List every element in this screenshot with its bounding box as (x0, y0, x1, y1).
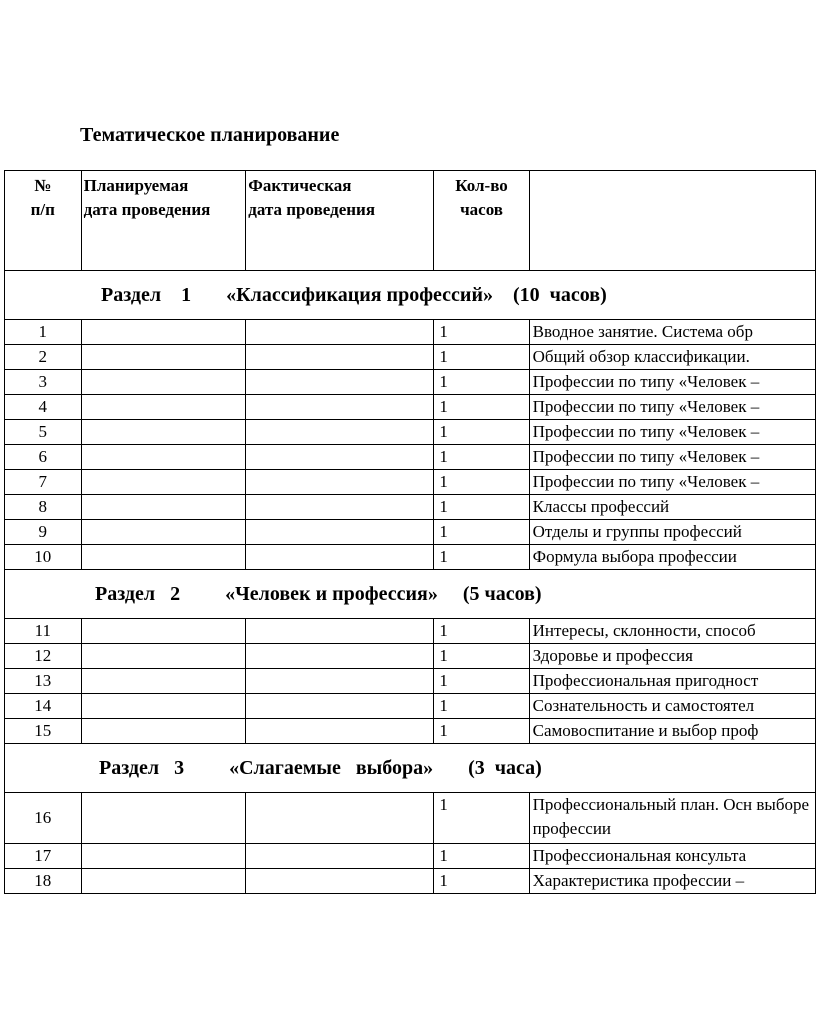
row-number: 17 (5, 844, 82, 869)
section-row (5, 744, 816, 793)
row-planned-date (81, 793, 246, 844)
row-actual-date (246, 545, 434, 570)
row-hours: 1 (434, 869, 529, 894)
row-actual-date (246, 793, 434, 844)
table-row (5, 619, 816, 644)
row-number: 9 (5, 520, 82, 545)
row-planned-date (81, 495, 246, 520)
row-topic: Общий обзор классификации. (529, 345, 815, 370)
row-topic: Профессии по типу «Человек – (529, 470, 815, 495)
row-number: 16 (5, 793, 82, 844)
row-number: 2 (5, 345, 82, 370)
table-header-row (5, 171, 816, 271)
row-number: 6 (5, 445, 82, 470)
row-actual-date (246, 370, 434, 395)
row-planned-date (81, 669, 246, 694)
row-hours: 1 (434, 520, 529, 545)
row-hours: 1 (434, 719, 529, 744)
row-hours: 1 (434, 445, 529, 470)
row-actual-date (246, 644, 434, 669)
row-actual-date (246, 470, 434, 495)
section-cell (5, 744, 816, 793)
row-topic: Формула выбора профессии (529, 545, 815, 570)
table-row (5, 669, 816, 694)
table-row (5, 869, 816, 894)
row-hours: 1 (434, 844, 529, 869)
row-number: 8 (5, 495, 82, 520)
row-hours: 1 (434, 370, 529, 395)
row-actual-date (246, 719, 434, 744)
row-number: 5 (5, 420, 82, 445)
row-number: 12 (5, 644, 82, 669)
row-hours: 1 (434, 619, 529, 644)
row-topic: Сознательность и самостоятел (529, 694, 815, 719)
planning-table (4, 170, 816, 894)
row-hours: 1 (434, 694, 529, 719)
row-actual-date (246, 694, 434, 719)
row-topic: Профессии по типу «Человек – (529, 395, 815, 420)
row-hours: 1 (434, 345, 529, 370)
row-planned-date (81, 395, 246, 420)
row-number: 11 (5, 619, 82, 644)
row-number: 1 (5, 320, 82, 345)
row-planned-date (81, 844, 246, 869)
row-actual-date (246, 395, 434, 420)
row-hours: 1 (434, 470, 529, 495)
row-topic: Интересы, склонности, способ (529, 619, 815, 644)
row-topic: Классы профессий (529, 495, 815, 520)
row-topic: Профессии по типу «Человек – (529, 420, 815, 445)
row-actual-date (246, 420, 434, 445)
section-title: Раздел 2 «Человек и профессия» (5 часов) (95, 582, 542, 605)
row-actual-date (246, 844, 434, 869)
row-topic: Характеристика профессии – (529, 869, 815, 894)
row-planned-date (81, 470, 246, 495)
table-row (5, 395, 816, 420)
row-planned-date (81, 445, 246, 470)
row-actual-date (246, 495, 434, 520)
row-planned-date (81, 370, 246, 395)
row-planned-date (81, 869, 246, 894)
table-row (5, 370, 816, 395)
row-hours: 1 (434, 420, 529, 445)
table-row (5, 445, 816, 470)
row-topic: Здоровье и профессия (529, 644, 815, 669)
row-topic: Отделы и группы профессий (529, 520, 815, 545)
section-title: Раздел 3 «Слагаемые выбора» (3 часа) (99, 756, 542, 779)
row-planned-date (81, 320, 246, 345)
table-row (5, 520, 816, 545)
section-cell (5, 570, 816, 619)
table-row (5, 793, 816, 844)
table-row (5, 694, 816, 719)
row-planned-date (81, 644, 246, 669)
row-actual-date (246, 619, 434, 644)
table-row (5, 719, 816, 744)
section-cell (5, 271, 816, 320)
row-actual-date (246, 520, 434, 545)
row-number: 4 (5, 395, 82, 420)
header-planned-date: Планируемая дата проведения (81, 171, 246, 271)
row-actual-date (246, 869, 434, 894)
row-actual-date (246, 669, 434, 694)
row-actual-date (246, 345, 434, 370)
row-number: 15 (5, 719, 82, 744)
header-actual-date: Фактическая дата проведения (246, 171, 434, 271)
page-title: Тематическое планирование (80, 124, 340, 146)
table-row (5, 844, 816, 869)
row-hours: 1 (434, 545, 529, 570)
row-planned-date (81, 619, 246, 644)
table-row (5, 345, 816, 370)
table-row (5, 420, 816, 445)
table-row (5, 470, 816, 495)
row-planned-date (81, 694, 246, 719)
row-hours: 1 (434, 793, 529, 844)
row-hours: 1 (434, 320, 529, 345)
table-row (5, 495, 816, 520)
row-planned-date (81, 420, 246, 445)
header-topic (529, 171, 815, 271)
section-row (5, 570, 816, 619)
row-hours: 1 (434, 669, 529, 694)
section-title: Раздел 1 «Классификация профессий» (10 часов) (101, 283, 607, 306)
row-number: 10 (5, 545, 82, 570)
row-topic: Профессии по типу «Человек – (529, 370, 815, 395)
row-number: 13 (5, 669, 82, 694)
header-num: № п/п (5, 171, 82, 271)
row-number: 18 (5, 869, 82, 894)
row-topic: Вводное занятие. Система обр (529, 320, 815, 345)
row-topic: Профессиональный план. Осн выборе профессии (529, 793, 815, 844)
row-hours: 1 (434, 495, 529, 520)
row-number: 14 (5, 694, 82, 719)
row-topic: Профессиональная консульта (529, 844, 815, 869)
table-row (5, 545, 816, 570)
row-planned-date (81, 545, 246, 570)
row-number: 3 (5, 370, 82, 395)
row-topic: Профессиональная пригодност (529, 669, 815, 694)
row-number: 7 (5, 470, 82, 495)
row-planned-date (81, 345, 246, 370)
section-row (5, 271, 816, 320)
row-topic: Профессии по типу «Человек – (529, 445, 815, 470)
row-planned-date (81, 719, 246, 744)
row-topic: Самовоспитание и выбор проф (529, 719, 815, 744)
row-hours: 1 (434, 395, 529, 420)
table-row (5, 644, 816, 669)
row-hours: 1 (434, 644, 529, 669)
row-planned-date (81, 520, 246, 545)
header-hours: Кол-во часов (434, 171, 529, 271)
row-actual-date (246, 320, 434, 345)
table-row (5, 320, 816, 345)
row-actual-date (246, 445, 434, 470)
